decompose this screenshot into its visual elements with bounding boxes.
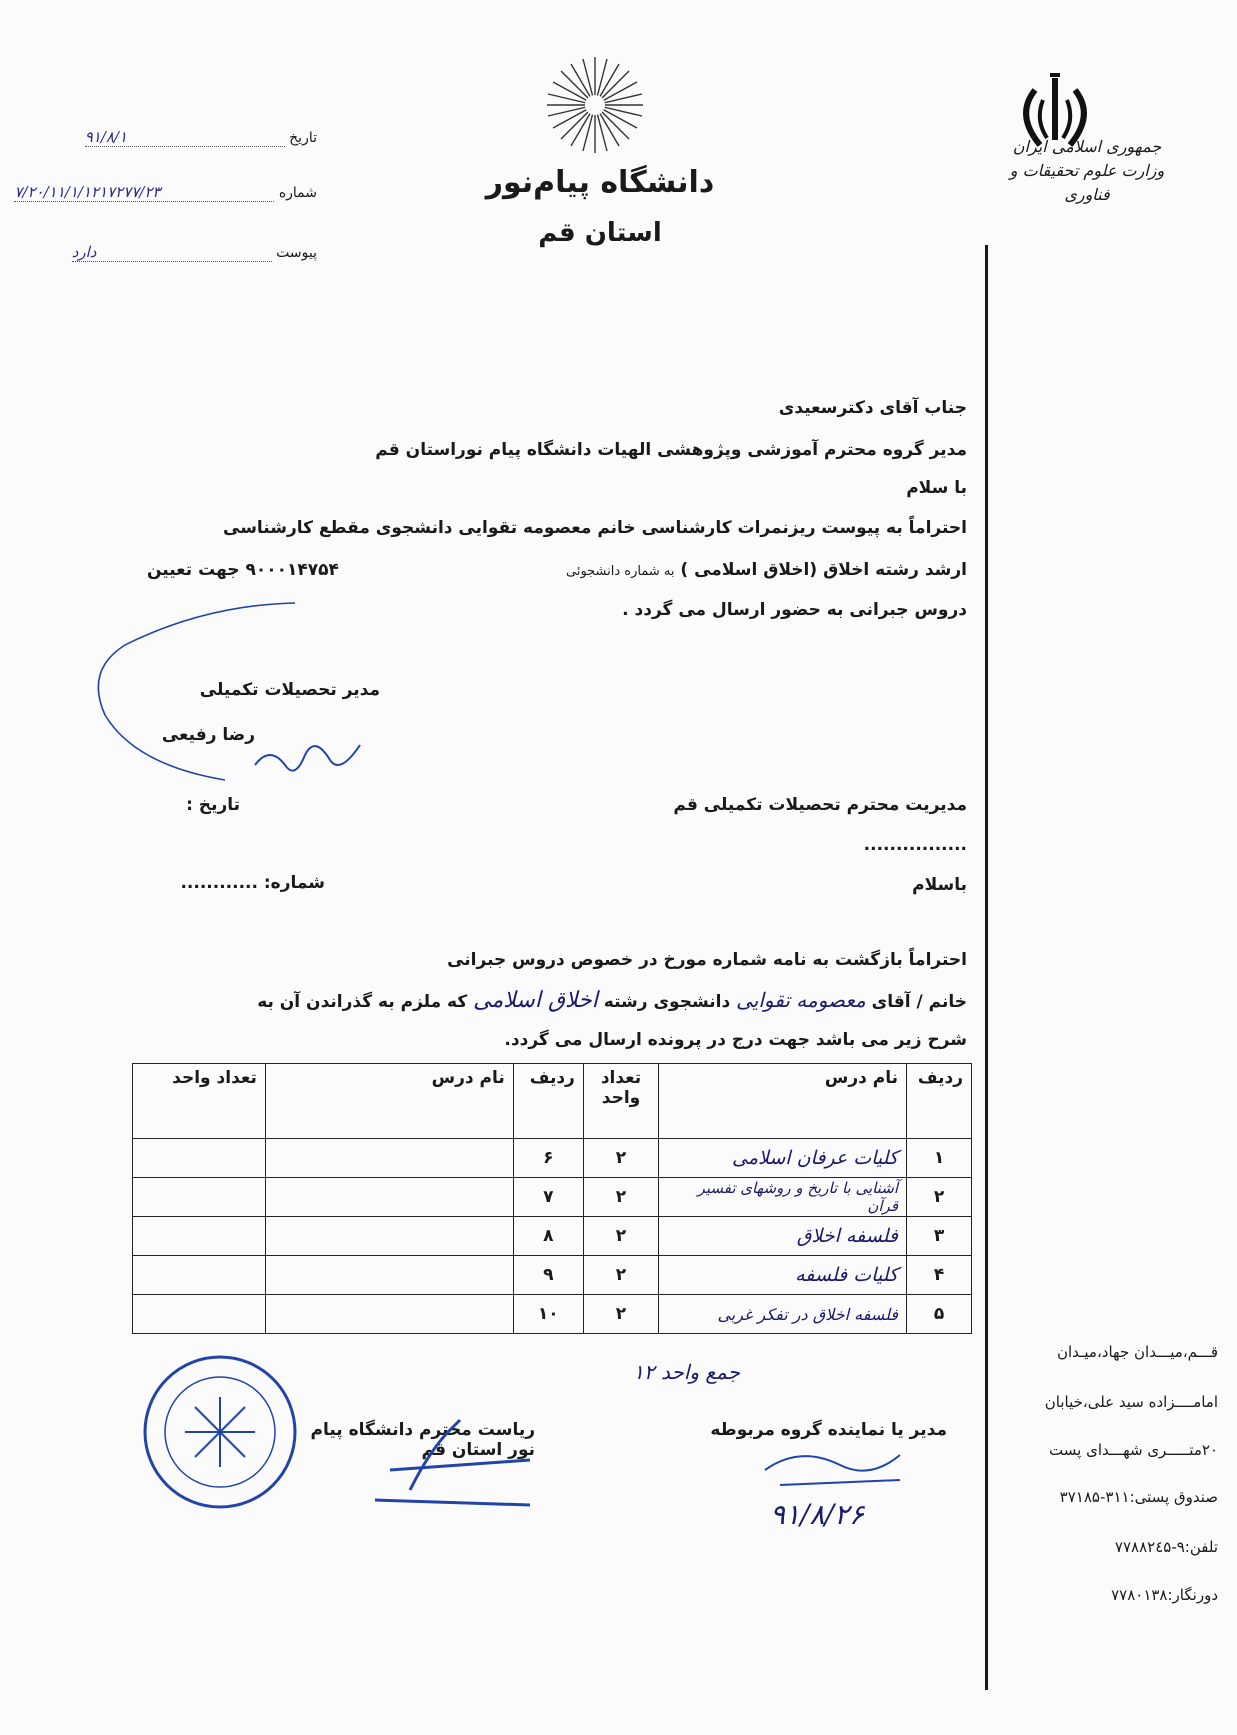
table-row xyxy=(133,1256,972,1295)
body-line-2-b: ۹۰۰۰۱۴۷۵۴ جهت تعیین xyxy=(147,560,339,580)
reply-line-2-c: که ملزم به گذراندن آن به xyxy=(257,992,468,1012)
university-province: استان قم xyxy=(538,218,662,248)
row-num: ۳ xyxy=(907,1217,972,1256)
table-header-row xyxy=(133,1064,972,1139)
course-name-2 xyxy=(265,1217,513,1256)
course-units: ۲ xyxy=(583,1295,658,1334)
date-label: تاریخ xyxy=(289,130,317,146)
gov-line-1: جمهوری اسلامی ایران xyxy=(1012,137,1162,156)
course-name: کلیات عرفان اسلامی xyxy=(659,1139,907,1178)
course-units-2 xyxy=(133,1295,266,1334)
course-units-2 xyxy=(133,1178,266,1217)
reply-date-label: تاریخ : xyxy=(186,795,240,815)
row-num: ۵ xyxy=(907,1295,972,1334)
course-units: ۲ xyxy=(583,1217,658,1256)
course-name: فلسفه اخلاق xyxy=(659,1217,907,1256)
margin-divider xyxy=(985,245,988,1690)
reply-addressee: مدیریت محترم تحصیلات تکمیلی قم xyxy=(673,795,967,815)
date-value: ۹۱/۸/۱ xyxy=(85,128,285,147)
university-logo-icon xyxy=(545,55,645,155)
table-row xyxy=(133,1178,972,1217)
row-num-2: ۸ xyxy=(513,1217,583,1256)
course-units: ۲ xyxy=(583,1178,658,1217)
reply-line-1: احتراماً بازگشت به نامه شماره مورخ در خصوص دروس جبرانی xyxy=(447,950,967,970)
course-units-2 xyxy=(133,1217,266,1256)
course-name: فلسفه اخلاق در تفکر غربی xyxy=(659,1295,907,1334)
address-line-2: امامــــزاده سید علی،خیابان xyxy=(1044,1393,1218,1411)
number-label: شماره xyxy=(278,185,317,201)
fax: دورنگار:۷۷۸۰۱۳۸ xyxy=(1111,1586,1218,1604)
course-name-2 xyxy=(265,1139,513,1178)
group-rep-signature-icon xyxy=(760,1440,910,1500)
gov-line-2: وزارت علوم تحقیقات و فناوری xyxy=(1009,161,1165,204)
reply-number-label: شماره: ............ xyxy=(180,873,325,893)
course-name-2 xyxy=(265,1256,513,1295)
body-line-2-a: ارشد رشته اخلاق (اخلاق اسلامی ) xyxy=(680,560,967,580)
government-header xyxy=(987,135,1187,207)
number-value: ۷/۲۰/۱۱/۱/۱۲۱۷۲۷۷/۲۳ xyxy=(14,183,274,202)
reply-line-2-b: دانشجوی رشته xyxy=(603,992,731,1012)
courses-table xyxy=(132,1063,972,1334)
course-name: کلیات فلسفه xyxy=(659,1256,907,1295)
reply-dots: ................ xyxy=(863,835,967,855)
phone: تلفن:۹-۷۷۸۸۲٤۵ xyxy=(1114,1538,1218,1556)
po-box: صندوق پستی:۳۱۱-۳۷۱۸۵ xyxy=(1059,1488,1218,1506)
attachment-value: دارد xyxy=(72,243,272,262)
row-num: ۱ xyxy=(907,1139,972,1178)
address-line-1: قـــم،میـــدان جهاد،میـدان xyxy=(1056,1343,1218,1361)
university-seal-icon xyxy=(140,1352,300,1512)
header-row-num-2: ردیف xyxy=(513,1064,583,1139)
president-label: ریاست محترم دانشگاه پیام نور استان قم xyxy=(310,1420,535,1460)
course-units-2 xyxy=(133,1256,266,1295)
table-row xyxy=(133,1295,972,1334)
row-num-2: ۹ xyxy=(513,1256,583,1295)
date-field xyxy=(27,128,317,147)
course-units: ۲ xyxy=(583,1256,658,1295)
field-handwritten: اخلاق اسلامی xyxy=(473,988,598,1013)
reply-line-2-a: خانم / آقای xyxy=(871,992,967,1012)
attachment-label: پیوست xyxy=(276,245,317,261)
address-line-3: ۲۰متـــــری شهـــدای پست xyxy=(1049,1441,1218,1459)
reply-line-2 xyxy=(147,988,967,1013)
table-row xyxy=(133,1217,972,1256)
group-rep-sign-date: ۹۱/۸/۲۶ xyxy=(770,1498,865,1531)
row-num-2: ۱۰ xyxy=(513,1295,583,1334)
course-units: ۲ xyxy=(583,1139,658,1178)
number-field xyxy=(0,183,317,202)
reply-line-3: شرح زیر می باشد جهت درج در پرونده ارسال می گردد. xyxy=(504,1030,967,1050)
header-units-2: تعداد واحد xyxy=(133,1064,266,1139)
attachment-field xyxy=(27,243,317,262)
body-line-3: دروس جبرانی به حضور ارسال می گردد . xyxy=(622,600,967,620)
recipient-role: مدیر گروه محترم آموزشی وپژوهشی الهیات دانشگاه پیام نوراستان قم xyxy=(375,440,967,460)
body-line-2 xyxy=(147,560,967,580)
body-line-2-small: به شماره دانشجوئی xyxy=(565,564,675,579)
course-name-2 xyxy=(265,1178,513,1217)
greeting: با سلام xyxy=(906,478,967,498)
recipient: جناب آقای دکترسعیدی xyxy=(778,398,967,418)
reply-greeting: باسلام xyxy=(912,875,967,895)
row-num: ۴ xyxy=(907,1256,972,1295)
row-num-2: ۶ xyxy=(513,1139,583,1178)
president-signature-icon xyxy=(370,1410,540,1510)
course-name: آشنایی با تاریخ و روشهای تفسیر قرآن xyxy=(659,1178,907,1217)
university-name: دانشگاه پیام‌نور xyxy=(485,165,715,200)
total-units-note: جمع واحد ۱۲ xyxy=(633,1360,740,1384)
body-line-1: احتراماً به پیوست ریزنمرات کارشناسی خانم معصومه تقوایی دانشجوی مقطع کارشناسی xyxy=(223,518,967,538)
header-course-name-2: نام درس xyxy=(265,1064,513,1139)
row-num-2: ۷ xyxy=(513,1178,583,1217)
header-course-name: نام درس xyxy=(659,1064,907,1139)
table-row xyxy=(133,1139,972,1178)
signer-name: رضا رفیعی xyxy=(161,725,255,745)
header-units: تعداد واحد xyxy=(583,1064,658,1139)
handwritten-signature-icon xyxy=(250,725,370,785)
course-name-2 xyxy=(265,1295,513,1334)
course-units-2 xyxy=(133,1139,266,1178)
row-num: ۲ xyxy=(907,1178,972,1217)
signer-title: مدیر تحصیلات تکمیلی xyxy=(199,680,380,700)
student-name-handwritten: معصومه تقوایی xyxy=(736,988,866,1012)
group-rep-label: مدیر یا نماینده گروه مربوطه xyxy=(710,1420,947,1440)
header-row-num: ردیف xyxy=(907,1064,972,1139)
